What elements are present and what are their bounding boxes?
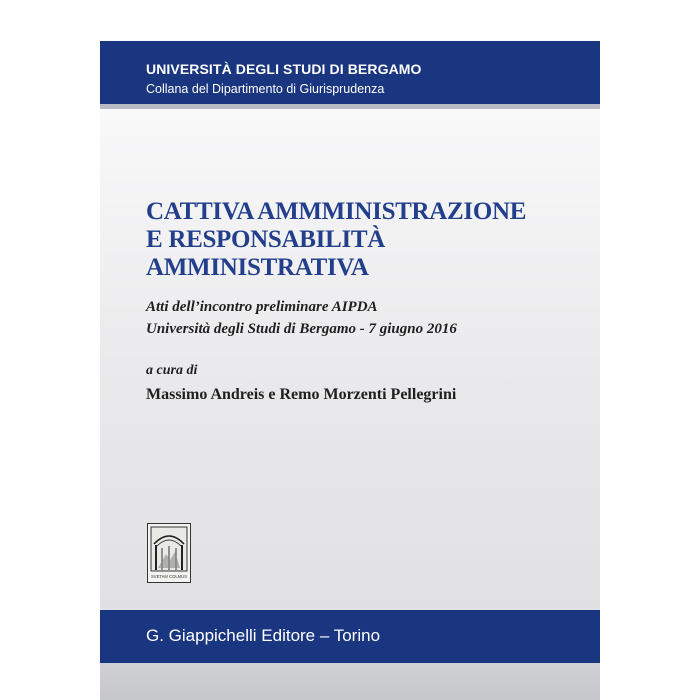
- header-band: [100, 41, 600, 104]
- title-line: E RESPONSABILITÀ: [146, 226, 386, 253]
- curated-by-label: a cura di: [146, 363, 198, 378]
- emblem-drawing: [148, 524, 190, 582]
- bottom-strip: [100, 663, 600, 700]
- book-subtitle: [146, 296, 457, 340]
- header-divider: [100, 104, 600, 109]
- subtitle-line: Università degli Studi di Bergamo - 7 giugno 2016: [146, 321, 457, 337]
- publisher-name: G. Giappichelli Editore – Torino: [146, 626, 381, 645]
- emblem-motto: SVETAM COLMUS: [151, 574, 187, 579]
- publisher-band: [100, 610, 600, 663]
- title-line: CATTIVA AMMMINISTRAZIONE: [146, 198, 527, 225]
- university-name: UNIVERSITÀ DEGLI STUDI DI BERGAMO: [146, 61, 422, 77]
- book-cover: [100, 41, 600, 700]
- editors-names: Massimo Andreis e Remo Morzenti Pellegrini: [146, 386, 457, 403]
- series-name: Collana del Dipartimento di Giurisprudenza: [146, 82, 385, 96]
- book-title: [146, 198, 526, 282]
- publisher-emblem-icon: [147, 523, 191, 583]
- subtitle-line: Atti dell’incontro preliminare AIPDA: [146, 299, 378, 315]
- title-line: AMMINISTRATIVA: [146, 254, 369, 281]
